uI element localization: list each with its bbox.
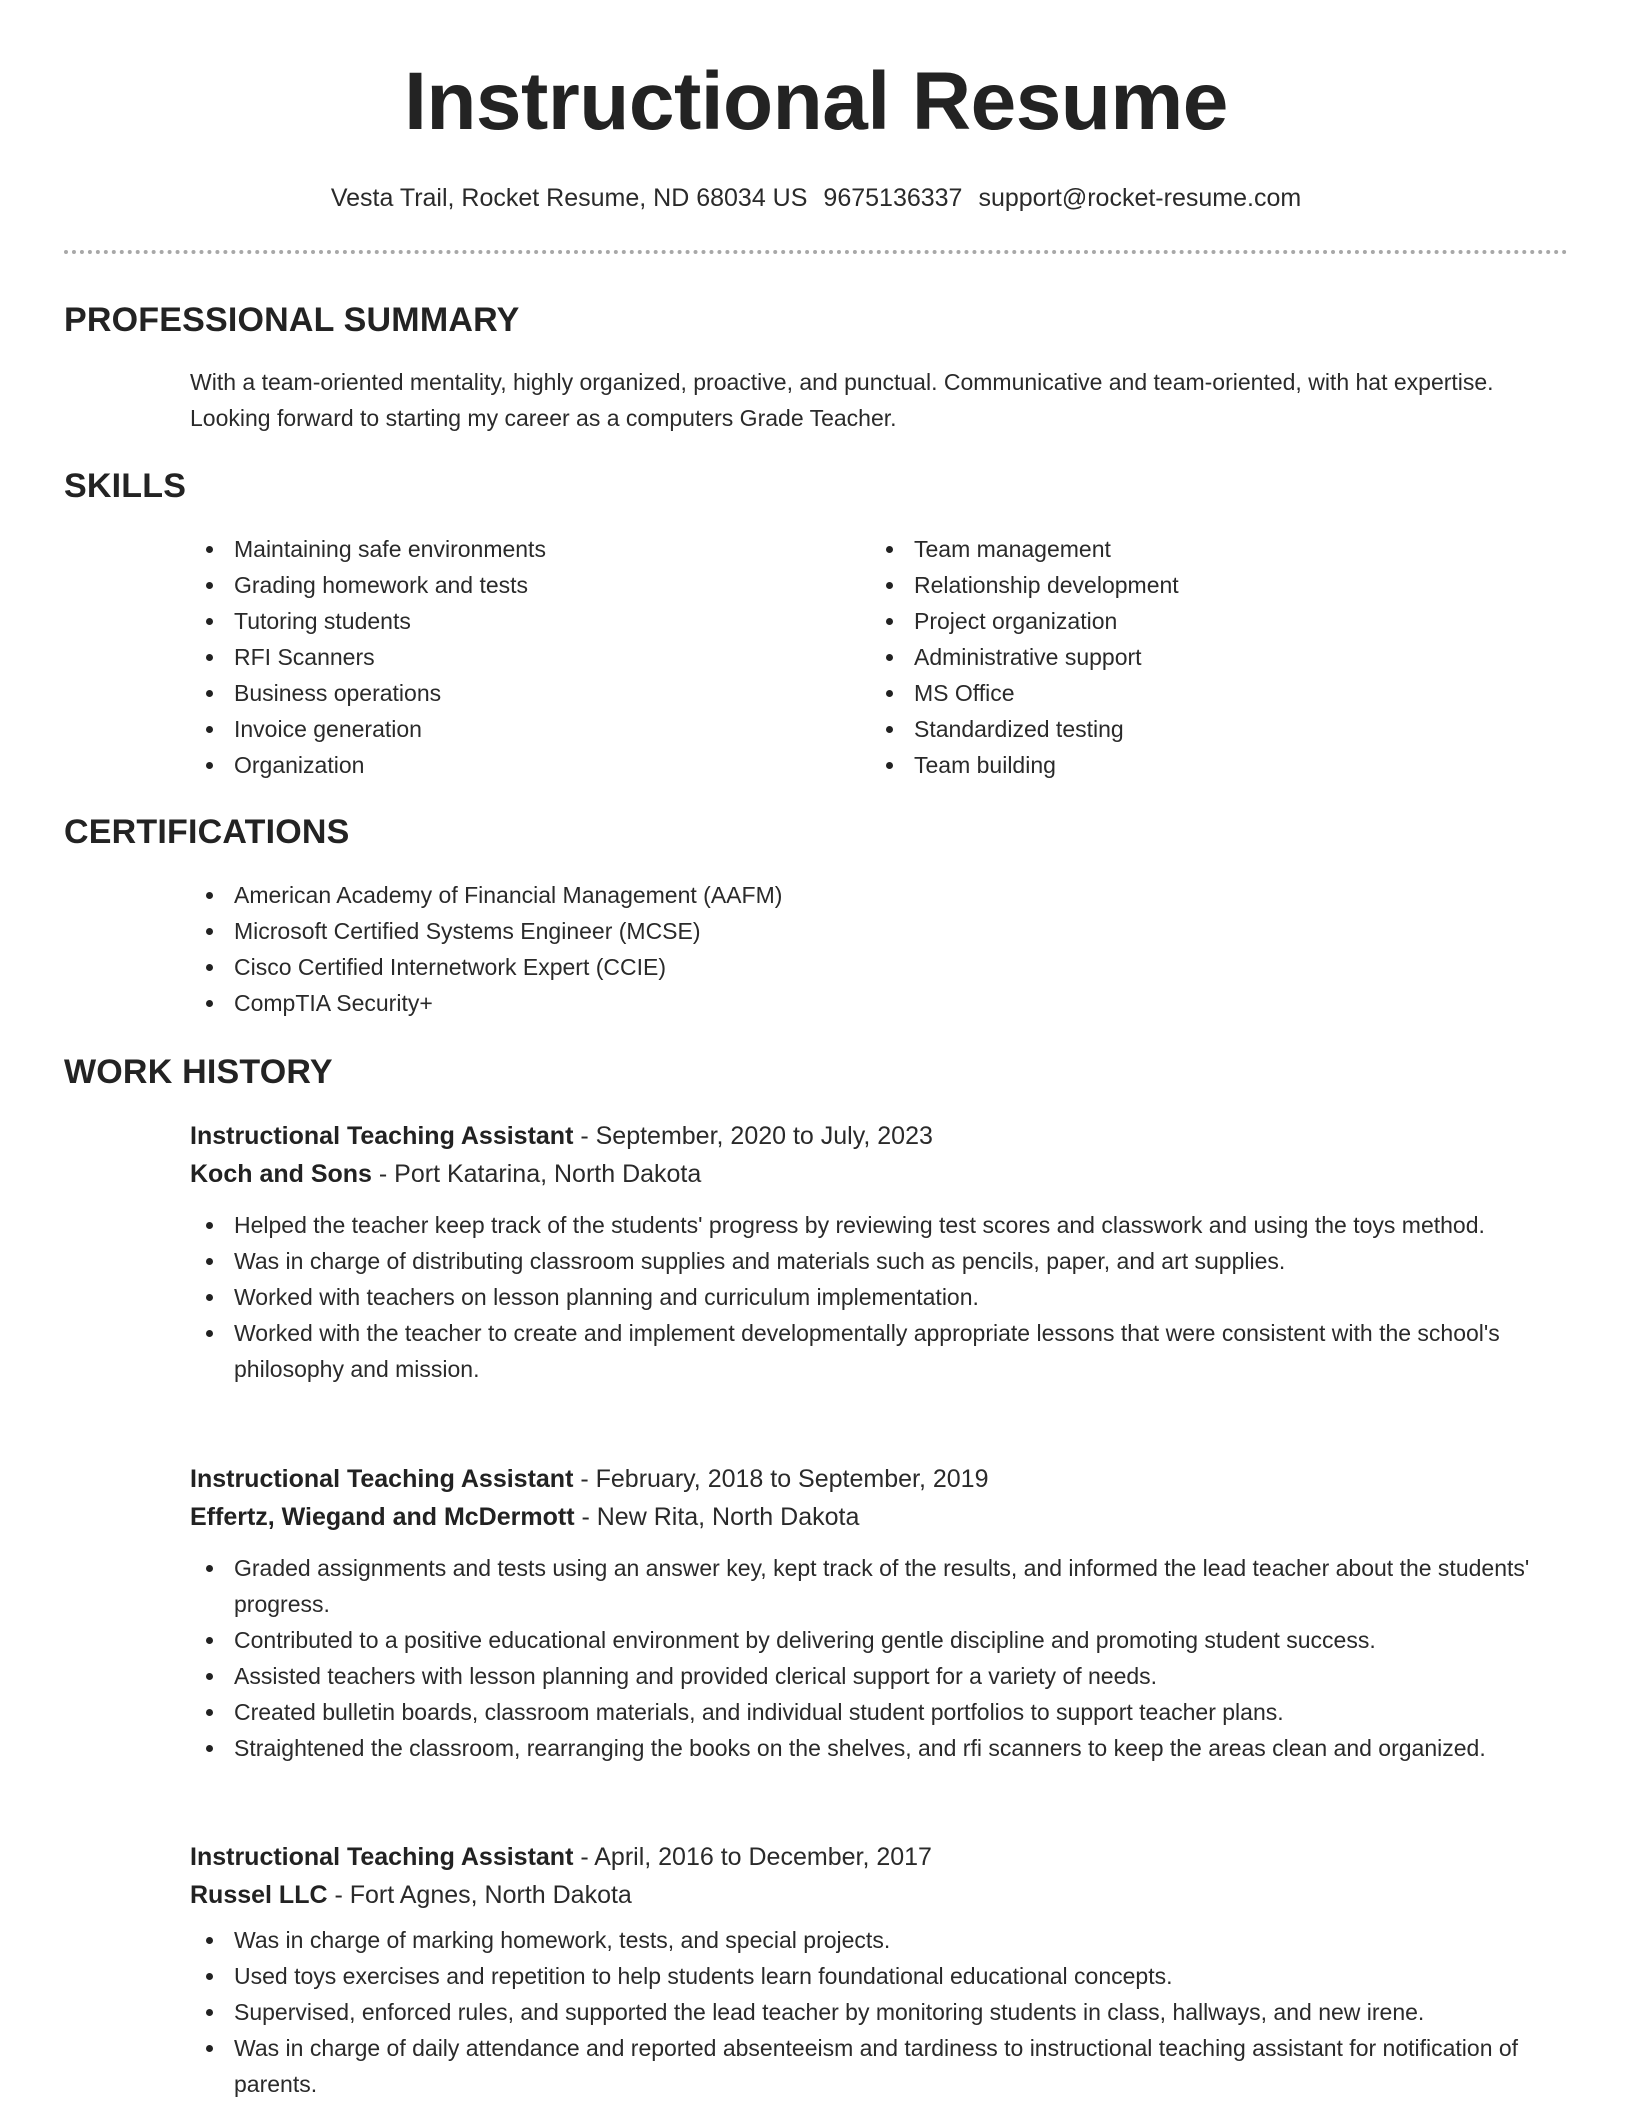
job-bullet: Worked with the teacher to create and implement developmentally appropriate lessons that were consistent with the school's philosophy and mission. [190, 1315, 1590, 1387]
job-location: - Port Katarina, North Dakota [371, 1160, 702, 1188]
job-bullets [190, 1922, 1590, 2102]
job-company-line [190, 1876, 1590, 1914]
job-bullet: Graded assignments and tests using an answer key, kept track of the results, and informed the lead teacher about the students' progress. [190, 1550, 1590, 1622]
skill-item: Project organization [870, 603, 1510, 639]
job-dates: - April, 2016 to December, 2017 [573, 1843, 932, 1871]
certifications-heading: CERTIFICATIONS [64, 813, 350, 851]
job-bullet: Contributed to a positive educational environment by delivering gentle discipline and promoting student success. [190, 1622, 1590, 1658]
job-company: Russel LLC [190, 1881, 328, 1909]
skill-item: Maintaining safe environments [190, 531, 830, 567]
skill-item: Grading homework and tests [190, 567, 830, 603]
job-bullet: Helped the teacher keep track of the students' progress by reviewing test scores and classwork and using the toys method. [190, 1207, 1590, 1243]
contact-address: Vesta Trail, Rocket Resume, ND 68034 US [330, 184, 808, 212]
job-company-line [190, 1155, 1590, 1193]
skills-heading: SKILLS [64, 467, 187, 505]
job-entry [190, 1460, 1590, 1766]
skills-column-left [190, 531, 830, 783]
job-company-line [190, 1498, 1590, 1536]
job-title-line [190, 1838, 1590, 1876]
skill-item: Invoice generation [190, 711, 830, 747]
job-entry [190, 1838, 1590, 2102]
job-bullet: Created bulletin boards, classroom materials, and individual student portfolios to support teacher plans. [190, 1694, 1590, 1730]
job-location: - New Rita, North Dakota [574, 1503, 860, 1531]
certification-item: CompTIA Security+ [190, 985, 1290, 1021]
skill-item: Standardized testing [870, 711, 1510, 747]
skill-item: Business operations [190, 675, 830, 711]
skill-item: Organization [190, 747, 830, 783]
skill-item: Administrative support [870, 639, 1510, 675]
job-bullet: Worked with teachers on lesson planning and curriculum implementation. [190, 1279, 1590, 1315]
job-dates: - September, 2020 to July, 2023 [573, 1122, 933, 1150]
skills-column-right [870, 531, 1510, 783]
job-bullet: Was in charge of distributing classroom supplies and materials such as pencils, paper, and art supplies. [190, 1243, 1590, 1279]
job-bullet: Assisted teachers with lesson planning and provided clerical support for a variety of needs. [190, 1658, 1590, 1694]
job-dates: - February, 2018 to September, 2019 [573, 1465, 989, 1493]
contact-email: support@rocket-resume.com [978, 184, 1302, 212]
skill-item: MS Office [870, 675, 1510, 711]
skill-item: Tutoring students [190, 603, 830, 639]
certification-item: American Academy of Financial Management (AAFM) [190, 877, 1290, 913]
summary-heading: PROFESSIONAL SUMMARY [64, 301, 520, 339]
summary-text: With a team-oriented mentality, highly organized, proactive, and punctual. Communicative and team-oriented, with hat expertise. Looking forward to starting my career as a computers Grade Teacher. [190, 369, 1494, 431]
job-bullet: Was in charge of marking homework, tests, and special projects. [190, 1922, 1590, 1958]
skill-item: RFI Scanners [190, 639, 830, 675]
job-bullet: Was in charge of daily attendance and reported absenteeism and tardiness to instructional teaching assistant for notification of parents. [190, 2030, 1590, 2102]
job-bullet: Used toys exercises and repetition to help students learn foundational educational concepts. [190, 1958, 1590, 1994]
skill-item: Relationship development [870, 567, 1510, 603]
job-bullets [190, 1207, 1590, 1387]
contact-phone: 9675136337 [823, 184, 963, 212]
job-title: Instructional Teaching Assistant [190, 1122, 574, 1150]
work-history-heading: WORK HISTORY [64, 1053, 333, 1091]
job-entry [190, 1117, 1590, 1387]
job-bullet: Straightened the classroom, rearranging the books on the shelves, and rfi scanners to keep the areas clean and organized. [190, 1730, 1590, 1766]
job-title-line [190, 1460, 1590, 1498]
job-company: Koch and Sons [190, 1160, 372, 1188]
skill-item: Team management [870, 531, 1510, 567]
header-divider [64, 250, 1568, 254]
resume-title: Instructional Resume [404, 56, 1228, 147]
certification-item: Cisco Certified Internetwork Expert (CCIE) [190, 949, 1290, 985]
skills-list-left [190, 531, 830, 783]
certification-item: Microsoft Certified Systems Engineer (MCSE) [190, 913, 1290, 949]
skill-item: Team building [870, 747, 1510, 783]
job-company: Effertz, Wiegand and McDermott [190, 1503, 575, 1531]
certifications-list [190, 877, 1290, 1021]
job-title: Instructional Teaching Assistant [190, 1465, 574, 1493]
job-title: Instructional Teaching Assistant [190, 1843, 574, 1871]
job-location: - Fort Agnes, North Dakota [327, 1881, 632, 1909]
skills-list-right [870, 531, 1510, 783]
job-title-line [190, 1117, 1590, 1155]
contact-line [64, 180, 1568, 216]
job-bullets [190, 1550, 1590, 1766]
job-bullet: Supervised, enforced rules, and supported the lead teacher by monitoring students in class, hallways, and new irene. [190, 1994, 1590, 2030]
